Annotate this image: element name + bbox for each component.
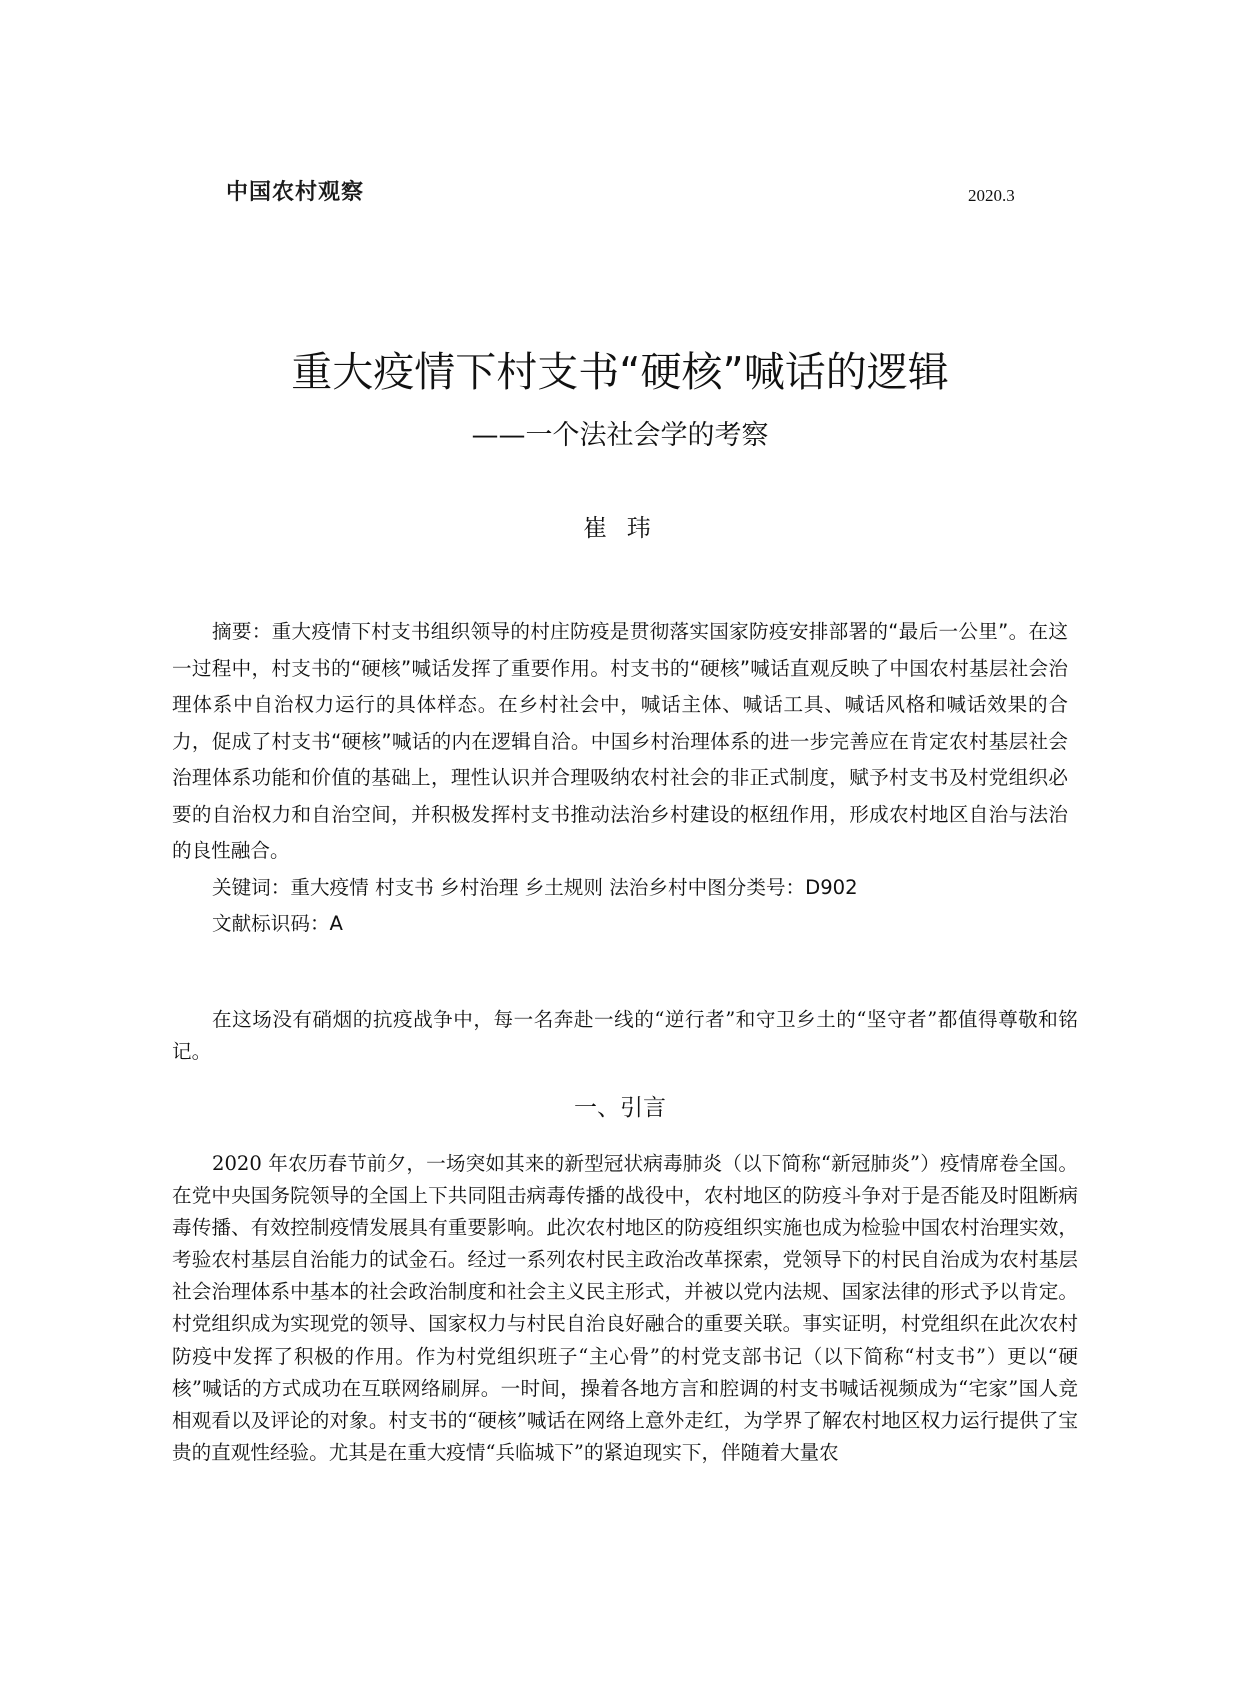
article-subtitle: ——一个法社会学的考察 [471, 420, 769, 451]
epigraph [172, 1004, 1078, 1068]
body-section [172, 1148, 1078, 1469]
abstract-section [172, 614, 1068, 943]
epigraph-text: 在这场没有硝烟的抗疫战争中，每一名奔赴一线的“逆行者”和守卫乡土的“坚守者”都值得尊敬和铭记。 [172, 1008, 1078, 1063]
document-code-line: 文献标识码：A [212, 912, 343, 935]
article-title: 重大疫情下村支书“硬核”喊话的逻辑 [291, 348, 949, 396]
author-name: 崔 玮 [583, 514, 657, 542]
abstract-text: 摘要：重大疫情下村支书组织领导的村庄防疫是贯彻落实国家防疫安排部署的“最后一公里”。在这一过程中，村支书的“硬核”喊话发挥了重要作用。村支书的“硬核”喊话直观反映了中国农村基层社会治理体系中自治权力运行的具体样态。在乡村社会中，喊话主体、喊话工具、喊话风格和喊话效果的合力，促成了村支书“硬核”喊话的内在逻辑自洽。中国乡村治理体系的进一步完善应在肯定农村基层社会治理体系功能和价值的基础上，理性认识并合理吸纳农村社会的非正式制度，赋予村支书及村党组织必要的自治权力和自治空间，并积极发挥村支书推动法治乡村建设的枢纽作用，形成农村地区自治与法治的良性融合。 [172, 620, 1068, 862]
section-heading: 一、引言 [574, 1095, 666, 1121]
keywords-line: 关键词：重大疫情 村支书 乡村治理 乡土规则 法治乡村中图分类号：D902 [212, 875, 858, 899]
journal-name: 中国农村观察 [226, 180, 365, 205]
issue-number: 2020.3 [968, 186, 1015, 205]
body-paragraph: 2020 年农历春节前夕，一场突如其来的新型冠状病毒肺炎（以下简称“新冠肺炎”）疫情席卷全国。在党中央国务院领导的全国上下共同阻击病毒传播的战役中，农村地区的防疫斗争对于是否能及时阻断病毒传播、有效控制疫情发展具有重要影响。此次农村地区的防疫组织实施也成为检验中国农村治理实效，考验农村基层自治能力的试金石。经过一系列农村民主政治改革探索，党领导下的村民自治成为农村基层社会治理体系中基本的社会政治制度和社会主义民主形式，并被以党内法规、国家法律的形式予以肯定。村党组织成为实现党的领导、国家权力与村民自治良好融合的重要关联。事实证明，村党组织在此次农村防疫中发挥了积极的作用。作为村党组织班子“主心骨”的村党支部书记（以下简称“村支书”）更以“硬核”喊话的方式成功在互联网络刷屏。一时间，操着各地方言和腔调的村支书喊话视频成为“宅家”国人竞相观看以及评论的对象。村支书的“硬核”喊话在网络上意外走红，为学界了解农村地区权力运行提供了宝贵的直观性经验。尤其是在重大疫情“兵临城下”的紧迫现实下，伴随着大量农 [172, 1152, 1078, 1464]
